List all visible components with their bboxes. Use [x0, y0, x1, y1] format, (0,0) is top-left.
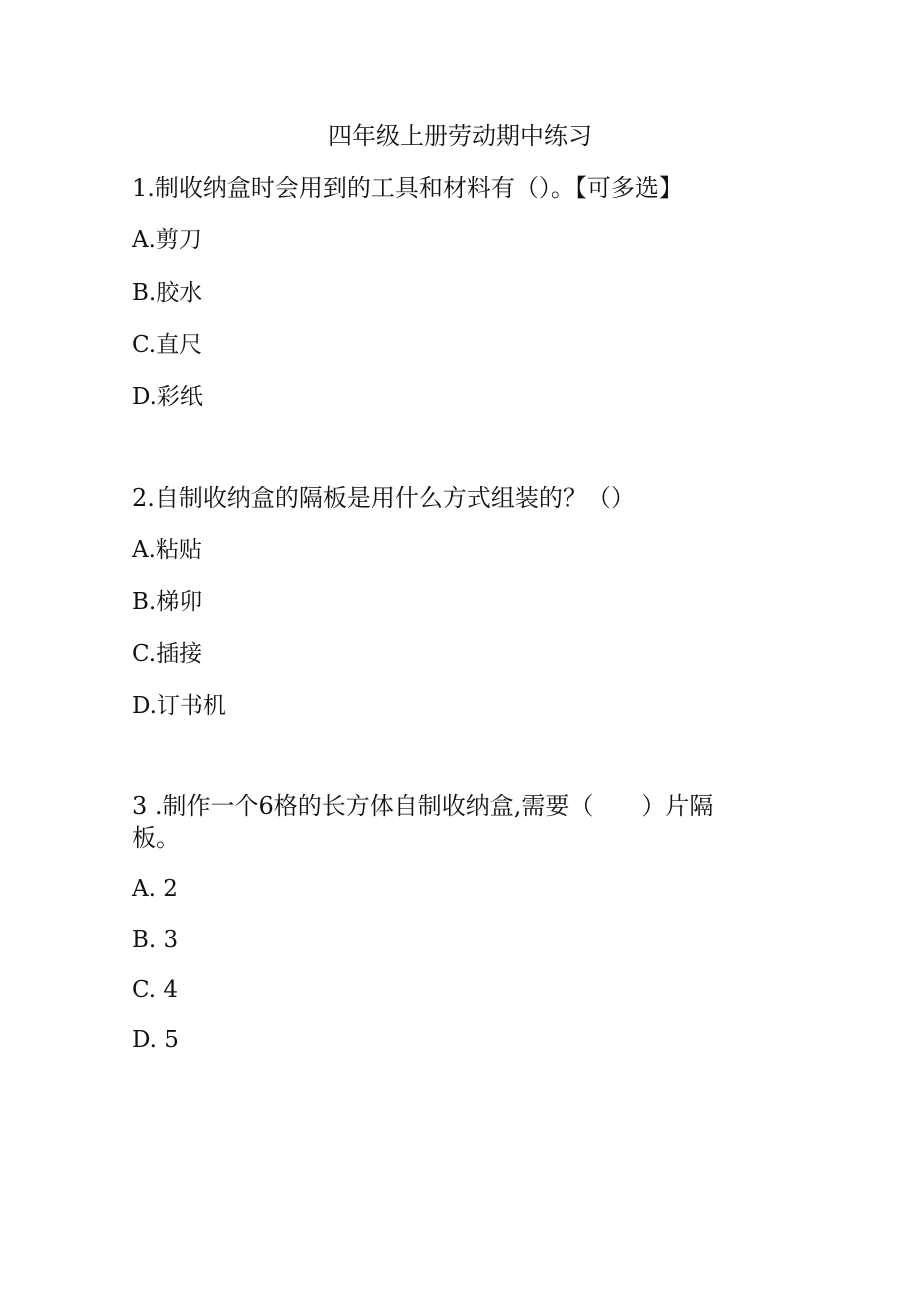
question-2-option-b: B.梯卯	[132, 589, 203, 615]
page-title: 四年级上册劳动期中练习	[328, 122, 592, 150]
question-3-option-a: A. 2	[132, 876, 178, 902]
question-3-stem-line-2: 板。	[132, 824, 180, 852]
question-3-option-c: C. 4	[132, 977, 179, 1003]
question-1-option-a: A.剪刀	[132, 227, 202, 253]
question-3-option-d: D. 5	[132, 1027, 179, 1053]
question-2-stem: 2.自制收纳盒的隔板是用什么方式组装的？（）	[132, 484, 635, 512]
question-3-option-b: B. 3	[132, 927, 179, 953]
question-2-option-c: C.插接	[132, 641, 203, 667]
question-2-option-d: D.订书机	[132, 693, 226, 719]
question-1-option-b: B.胶水	[132, 280, 203, 306]
question-2-option-a: A.粘贴	[132, 537, 202, 563]
question-1-stem: 1.制收纳盒时会用到的工具和材料有（）。【可多选】	[132, 174, 683, 202]
question-1-option-c: C.直尺	[132, 332, 203, 358]
question-1-option-d: D.彩纸	[132, 384, 203, 410]
question-3-stem-line-1: 3 .制作一个6格的长方体自制收纳盒,需要（ ）片隔	[132, 792, 714, 820]
